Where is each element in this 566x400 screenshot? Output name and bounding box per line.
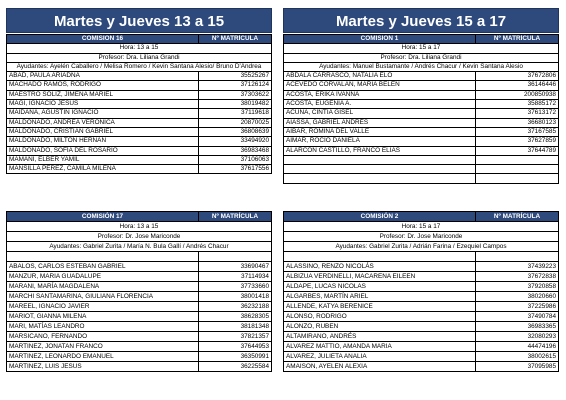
- student-matricula: 38181348: [199, 322, 272, 332]
- table-row: [7, 342, 272, 352]
- student-matricula: 37821357: [199, 332, 272, 342]
- comision-title: COMISIÓN 16: [7, 35, 199, 44]
- student-name: MALDONADO, MILTON HERNAN: [7, 137, 199, 146]
- table-row: [284, 100, 559, 109]
- profesor-row: [284, 53, 559, 62]
- student-matricula: 38628305: [199, 312, 272, 322]
- student-name: ALBIZUA VERDINELLI, MACARENA EILEEN: [284, 272, 476, 282]
- student-matricula: 35885172: [476, 100, 559, 109]
- student-matricula: 37303622: [199, 90, 272, 99]
- table-row: [7, 146, 272, 155]
- table-row: [7, 262, 272, 272]
- student-name: MALDONADO, CRISTIAN GABRIEL: [7, 127, 199, 136]
- student-name: ABAD, PAULA ARIADNA: [7, 72, 199, 81]
- ayudantes-text: Ayudantes: Manuel Bustamante / Andrés Chacur / Kevin Santana Alesio: [284, 62, 559, 71]
- student-name: MAMANI, ELBER YAMIL: [7, 155, 199, 164]
- student-name: ALARCON CASTILLO, FRANCO ELIAS: [284, 146, 476, 155]
- table-row: [7, 292, 272, 302]
- comision-title: COMISIÓN 1: [284, 35, 476, 44]
- student-name: AIASSA, GABRIEL ANDRÉS: [284, 118, 476, 127]
- student-matricula: 37644953: [199, 342, 272, 352]
- comision-table: [283, 34, 559, 184]
- comision-title: COMISIÓN 17: [7, 212, 199, 222]
- student-matricula: 37095985: [476, 362, 559, 372]
- student-matricula: 37119618: [199, 109, 272, 118]
- table-row: [284, 127, 559, 136]
- student-matricula: 38002615: [476, 352, 559, 362]
- student-name: AIBAR, ROMINA DEL VALLE: [284, 127, 476, 136]
- hora-text: Hora: 15 a 17: [284, 44, 559, 53]
- table-header-row: [7, 35, 272, 44]
- table-row: [284, 118, 559, 127]
- student-matricula: 37617556: [199, 165, 272, 174]
- matricula-header: Nº MATRÍCULA: [476, 35, 559, 44]
- student-name: ACUÑA, CINTIA GISEL: [284, 109, 476, 118]
- table-row: [284, 322, 559, 332]
- student-matricula: 37106063: [199, 155, 272, 164]
- table-row: [284, 292, 559, 302]
- table-row: [284, 174, 559, 183]
- student-name: MARCHI SANTAMARINA, GIULIANA FLORENCIA: [7, 292, 199, 302]
- student-name: MARTINEZ, LEONARDO EMANUEL: [7, 352, 199, 362]
- student-name: MARI, MATÍAS LEANDRO: [7, 322, 199, 332]
- student-name: ABALOS, CARLOS ESTEBAN GABRIEL: [7, 262, 199, 272]
- table-row: [284, 155, 559, 164]
- table-row: [284, 72, 559, 81]
- student-name: [284, 174, 476, 183]
- comision-table: [6, 211, 272, 372]
- student-matricula: 36808639: [199, 127, 272, 136]
- table-row: [7, 127, 272, 136]
- table-row: [7, 282, 272, 292]
- student-matricula: 36983365: [476, 322, 559, 332]
- table-row: [284, 137, 559, 146]
- table-row: [7, 165, 272, 174]
- student-name: MAIDANA, AGUSTIN IGNACIO: [7, 109, 199, 118]
- table-row: [284, 332, 559, 342]
- table-row: [284, 342, 559, 352]
- student-name: MANSILLA PEREZ, CAMILA MILENA: [7, 165, 199, 174]
- panel-comision-16: [6, 34, 272, 174]
- student-matricula: 37225986: [476, 302, 559, 312]
- table-row: [7, 272, 272, 282]
- student-name: MAESTRO SOLIZ, JIMENA MARIEL: [7, 90, 199, 99]
- student-name: [284, 165, 476, 174]
- comision-table: [6, 34, 272, 174]
- table-row: [284, 352, 559, 362]
- table-row: [284, 109, 559, 118]
- panel-comision-17: [6, 211, 272, 372]
- student-matricula: 37672806: [476, 72, 559, 81]
- ayudantes-row: [7, 242, 272, 252]
- student-matricula: 37167585: [476, 127, 559, 136]
- ayudantes-text: Ayudantes: Ayelén Caballero / Melisa Romero / Kevin Santana Alesio/ Bruno D'Andrea: [7, 62, 272, 71]
- table-row: [284, 272, 559, 282]
- student-matricula: 37920858: [476, 282, 559, 292]
- student-name: MACHADO RAMOS, RODRIGO: [7, 81, 199, 90]
- student-name: AIMAR, ROCIO DANIELA: [284, 137, 476, 146]
- student-matricula: 37613172: [476, 109, 559, 118]
- student-name: MARANI, MARÍA MAGDALENA: [7, 282, 199, 292]
- schedule-header-right: Martes y Jueves 15 a 17: [283, 8, 559, 33]
- table-header-row: [284, 212, 559, 222]
- panel-comision-2: [283, 211, 559, 372]
- student-name: ACOSTA, EUGENIA A.: [284, 100, 476, 109]
- student-name: ALTAMIRANO, ANDRÉS: [284, 332, 476, 342]
- matricula-header: Nº MATRÍCULA: [476, 212, 559, 222]
- student-matricula: [476, 174, 559, 183]
- student-matricula: 38020660: [476, 292, 559, 302]
- table-row: [7, 312, 272, 322]
- student-matricula: 36680123: [476, 118, 559, 127]
- student-name: ALONZO, RUBEN: [284, 322, 476, 332]
- ayudantes-text: Ayudantes: Gabriel Zurita / Adrián Farina / Ezequiel Campos: [284, 242, 559, 252]
- student-matricula: 32080293: [476, 332, 559, 342]
- table-row: [284, 302, 559, 312]
- spacer-cell: [199, 252, 272, 262]
- student-matricula: 35525267: [199, 72, 272, 81]
- student-matricula: 200850938: [476, 90, 559, 99]
- student-matricula: 36232188: [199, 302, 272, 312]
- ayudantes-row: [7, 62, 272, 71]
- hora-row: [7, 222, 272, 232]
- student-name: ACEVEDO CORVALAN, MARIA BELEN: [284, 81, 476, 90]
- student-name: ALLENDE, KATYA BERENICE: [284, 302, 476, 312]
- student-matricula: 36350991: [199, 352, 272, 362]
- student-name: AMAISON, AYELEN ALEXIA: [284, 362, 476, 372]
- table-row: [284, 262, 559, 272]
- student-name: MARIOT, GIANNA MILENA: [7, 312, 199, 322]
- hora-row: [284, 222, 559, 232]
- student-name: ALONSO, RODRIGO: [284, 312, 476, 322]
- spacer-row: [7, 252, 272, 262]
- table-row: [7, 118, 272, 127]
- student-name: ALVAREZ, JULIETA ANALIA: [284, 352, 476, 362]
- profesor-text: Profesor: Dr. Jose Mariconde: [7, 232, 272, 242]
- table-row: [284, 81, 559, 90]
- comision-table: [283, 211, 559, 372]
- student-matricula: 37126124: [199, 81, 272, 90]
- table-row: [7, 90, 272, 99]
- spacer-cell: [476, 252, 559, 262]
- student-matricula: 38019482: [199, 100, 272, 109]
- hora-row: [284, 44, 559, 53]
- table-row: [7, 362, 272, 372]
- student-name: MANZUR, MARIA GUADALUPE: [7, 272, 199, 282]
- student-matricula: 37490784: [476, 312, 559, 322]
- student-name: MAGI, IGNACIO JESUS: [7, 100, 199, 109]
- student-name: ABDALA CARRASCO, NATALIA ELO: [284, 72, 476, 81]
- student-name: MALDONADO, ANDREA VERÓNICA: [7, 118, 199, 127]
- student-matricula: [476, 155, 559, 164]
- hora-row: [7, 44, 272, 53]
- student-name: MARTINEZ, LUIS JESUS: [7, 362, 199, 372]
- student-name: MARSICANO, FERNANDO: [7, 332, 199, 342]
- ayudantes-row: [284, 242, 559, 252]
- table-row: [7, 155, 272, 164]
- profesor-row: [284, 232, 559, 242]
- spacer-cell: [7, 252, 199, 262]
- table-row: [7, 81, 272, 90]
- student-name: MARTINEZ, JONATAN FRANCO: [7, 342, 199, 352]
- matricula-header: Nº MATRÍCULA: [199, 35, 272, 44]
- hora-text: Hora: 15 a 17: [284, 222, 559, 232]
- student-matricula: [476, 165, 559, 174]
- profesor-text: Profesor: Dra. Liliana Grandi: [284, 53, 559, 62]
- table-row: [284, 146, 559, 155]
- table-row: [284, 90, 559, 99]
- ayudantes-text: Ayudantes: Gabriel Zurita / María N. Bula Gallí / Andrés Chacur: [7, 242, 272, 252]
- panel-comision-1: [283, 34, 559, 184]
- student-matricula: 38001418: [199, 292, 272, 302]
- student-matricula: 20870025: [199, 118, 272, 127]
- table-row: [7, 352, 272, 362]
- profesor-row: [7, 53, 272, 62]
- student-matricula: 36146446: [476, 81, 559, 90]
- table-row: [7, 72, 272, 81]
- profesor-row: [7, 232, 272, 242]
- student-name: ALASSINO, RENZO NICOLÁS: [284, 262, 476, 272]
- table-row: [7, 332, 272, 342]
- table-row: [7, 100, 272, 109]
- student-matricula: 37439223: [476, 262, 559, 272]
- schedule-header-left: Martes y Jueves 13 a 15: [6, 8, 272, 33]
- student-name: ACOSTA, ERIKA IVANNA: [284, 90, 476, 99]
- table-header-row: [284, 35, 559, 44]
- student-matricula: 36983468: [199, 146, 272, 155]
- matricula-header: Nº MATRÍCULA: [199, 212, 272, 222]
- table-row: [7, 137, 272, 146]
- student-matricula: 33494920: [199, 137, 272, 146]
- table-row: [284, 312, 559, 322]
- profesor-text: Profesor: Dra. Liliana Grandi: [7, 53, 272, 62]
- ayudantes-row: [284, 62, 559, 71]
- student-name: MAREEL, IGNACIO JAVIER: [7, 302, 199, 312]
- table-row: [284, 362, 559, 372]
- table-header-row: [7, 212, 272, 222]
- table-row: [7, 322, 272, 332]
- table-row: [284, 165, 559, 174]
- student-matricula: 37644789: [476, 146, 559, 155]
- table-row: [7, 109, 272, 118]
- hora-text: Hora: 13 a 15: [7, 222, 272, 232]
- hora-text: Hora: 13 a 15: [7, 44, 272, 53]
- student-name: MALDONADO, SOFÍA DEL ROSARIO: [7, 146, 199, 155]
- student-matricula: 36225584: [199, 362, 272, 372]
- spacer-cell: [284, 252, 476, 262]
- student-name: ALGARBES, MARTÍN ARIEL: [284, 292, 476, 302]
- table-row: [284, 282, 559, 292]
- student-name: ALVAREZ MATTIO, AMANDA MARIA: [284, 342, 476, 352]
- spacer-row: [284, 252, 559, 262]
- student-name: [284, 155, 476, 164]
- student-name: ALDAPE, LUCAS NICOLAS: [284, 282, 476, 292]
- student-matricula: 37672838: [476, 272, 559, 282]
- profesor-text: Profesor: Dr. Jose Mariconde: [284, 232, 559, 242]
- student-matricula: 44474196: [476, 342, 559, 352]
- student-matricula: 33690467: [199, 262, 272, 272]
- comision-title: COMISIÓN 2: [284, 212, 476, 222]
- student-matricula: 37114934: [199, 272, 272, 282]
- table-row: [7, 302, 272, 312]
- student-matricula: 37627859: [476, 137, 559, 146]
- student-matricula: 37733660: [199, 282, 272, 292]
